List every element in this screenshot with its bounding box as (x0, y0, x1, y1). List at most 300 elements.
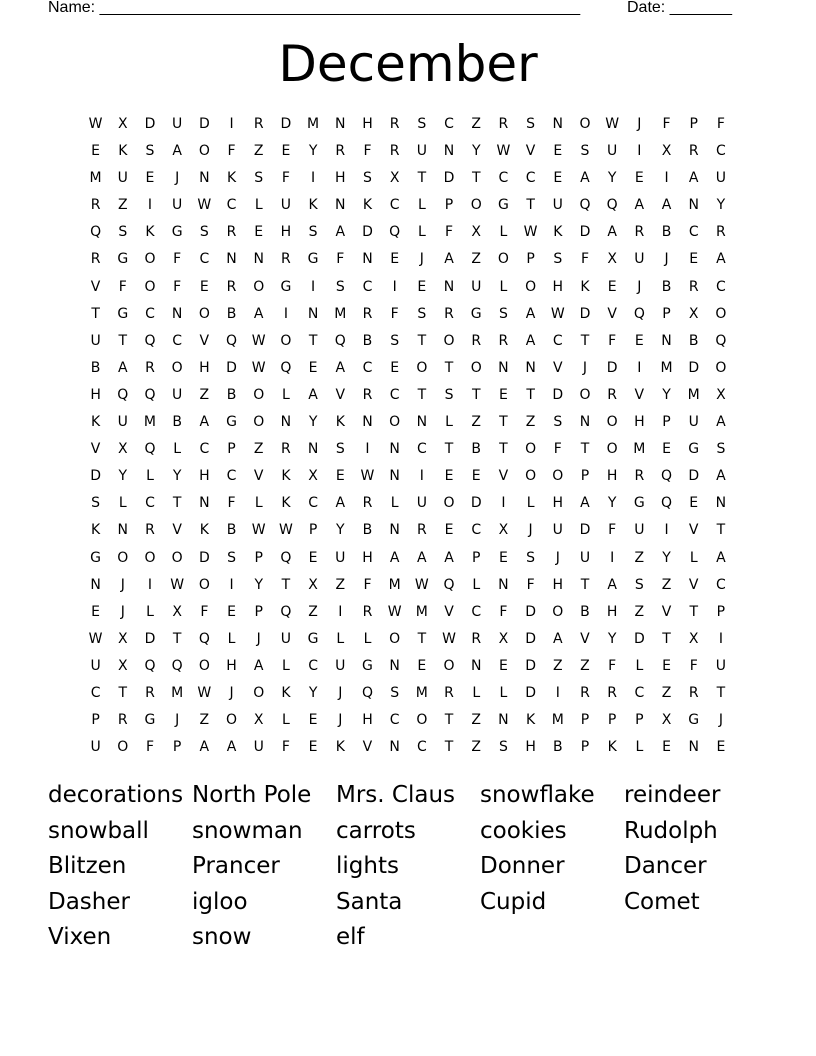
word-bank-item: North Pole (192, 782, 312, 808)
grid-letter: D (579, 305, 591, 322)
grid-letter: U (471, 278, 482, 295)
grid-letter: U (90, 657, 101, 674)
grid-letter: F (281, 170, 290, 187)
grid-letter: Z (253, 441, 264, 458)
grid-letter: U (579, 549, 591, 566)
grid-letter: T (308, 332, 318, 349)
grid-letter: W (550, 305, 565, 322)
grid-letter: U (335, 657, 346, 674)
grid-letter: R (688, 143, 699, 160)
grid-letter: E (254, 224, 264, 241)
grid-letter: N (171, 305, 183, 322)
name-field-label: Name: ______________________________________________________ (48, 0, 581, 16)
grid-letter: Q (280, 603, 292, 620)
grid-letter: L (363, 630, 372, 647)
grid-letter: I (283, 305, 288, 322)
grid-letter: E (281, 143, 291, 160)
grid-letter: O (171, 549, 183, 566)
grid-letter: W (251, 332, 266, 349)
grid-letter: D (144, 630, 156, 647)
grid-letter: Q (443, 576, 455, 593)
grid-letter: O (497, 251, 509, 268)
grid-letter: N (307, 441, 319, 458)
grid-letter: D (633, 630, 645, 647)
grid-letter: E (498, 386, 508, 403)
grid-letter: U (552, 522, 563, 539)
grid-letter: F (689, 657, 698, 674)
grid-letter: W (251, 359, 266, 376)
grid-letter: C (471, 522, 482, 539)
grid-letter: C (308, 495, 318, 512)
grid-letter: O (198, 576, 210, 593)
grid-letter: B (226, 522, 237, 539)
grid-letter: T (444, 739, 454, 756)
grid-letter: J (175, 712, 180, 729)
grid-letter: F (608, 332, 617, 349)
grid-letter: A (335, 359, 346, 376)
grid-letter: K (91, 414, 101, 431)
grid-letter: N (226, 251, 237, 268)
grid-letter: T (281, 576, 291, 593)
grid-letter: N (389, 468, 400, 485)
word-bank-item: Santa (336, 888, 403, 915)
grid-letter: O (117, 739, 129, 756)
grid-letter: L (635, 657, 644, 674)
grid-letter: A (199, 414, 210, 431)
grid-letter: R (634, 224, 645, 241)
grid-row (82, 653, 735, 680)
grid-letter: X (716, 386, 726, 403)
grid-letter: D (579, 224, 591, 241)
grid-letter: B (471, 441, 482, 458)
grid-letter: L (499, 684, 508, 701)
grid-letter: W (251, 522, 266, 539)
grid-letter: M (551, 712, 564, 729)
grid-letter: D (688, 468, 700, 485)
grid-letter: D (688, 359, 700, 376)
grid-letter: X (389, 170, 400, 187)
grid-letter: T (417, 630, 427, 647)
grid-letter: X (117, 441, 128, 458)
grid-letter: R (580, 684, 590, 701)
grid-letter: N (199, 170, 210, 187)
grid-letter: C (226, 197, 237, 214)
grid-letter: I (610, 549, 615, 566)
grid-letter: Z (471, 414, 482, 431)
grid-letter: T (118, 332, 128, 349)
grid-letter: J (664, 251, 669, 268)
grid-letter: E (634, 170, 644, 187)
grid-letter: N (389, 739, 400, 756)
grid-letter: R (607, 386, 618, 403)
grid-letter: Y (308, 143, 318, 160)
grid-letter: W (496, 143, 511, 160)
grid-letter: R (389, 116, 400, 132)
grid-letter: E (553, 143, 563, 160)
grid-letter: O (715, 305, 727, 322)
grid-row (82, 219, 735, 246)
grid-letter: I (637, 359, 642, 376)
grid-letter: P (227, 441, 236, 458)
grid-letter: C (389, 712, 400, 729)
grid-letter: D (198, 116, 210, 132)
grid-letter: H (606, 468, 618, 485)
grid-letter: Z (308, 603, 318, 620)
grid-letter: G (307, 251, 319, 268)
grid-letter: V (498, 468, 509, 485)
grid-letter: R (226, 278, 237, 295)
grid-letter: U (117, 414, 128, 431)
grid-letter: H (280, 224, 292, 241)
grid-letter: V (552, 359, 563, 376)
grid-letter: F (445, 224, 454, 241)
grid-letter: L (390, 495, 399, 512)
grid-letter: E (689, 251, 699, 268)
grid-letter: G (688, 441, 700, 458)
grid-letter: C (471, 603, 482, 620)
date-field-label: Date: _______ (627, 0, 732, 16)
grid-letter: V (90, 441, 101, 458)
grid-letter: K (526, 712, 536, 729)
grid-letter: T (417, 332, 427, 349)
grid-letter: U (607, 143, 618, 160)
grid-letter: P (308, 522, 318, 539)
grid-row (82, 274, 735, 301)
grid-letter: R (117, 712, 128, 729)
word-bank-item: Prancer (192, 853, 280, 880)
grid-letter: N (715, 495, 727, 512)
grid-letter: A (716, 414, 726, 431)
grid-letter: U (335, 549, 346, 566)
grid-letter: T (471, 386, 481, 403)
grid-letter: P (254, 549, 263, 566)
grid-letter: E (662, 441, 671, 458)
grid-letter: P (662, 414, 671, 431)
grid-letter: A (607, 576, 617, 593)
grid-letter: S (118, 224, 128, 241)
grid-letter: L (472, 684, 481, 701)
grid-letter: N (470, 657, 482, 674)
grid-letter: M (171, 684, 184, 701)
grid-letter: A (525, 305, 536, 322)
grid-letter: F (227, 143, 236, 160)
word-bank-item: snowman (192, 817, 303, 844)
grid-letter: L (282, 712, 290, 729)
grid-letter: K (335, 739, 345, 756)
grid-letter: Y (336, 522, 345, 539)
grid-letter: A (335, 224, 346, 241)
grid-letter: W (387, 603, 402, 620)
grid-letter: F (390, 305, 399, 322)
grid-letter: I (555, 684, 560, 701)
grid-letter: S (199, 224, 209, 241)
grid-letter: D (606, 359, 618, 376)
grid-letter: F (173, 251, 182, 268)
grid-row (82, 680, 735, 707)
grid-letter: L (254, 495, 263, 512)
grid-letter: S (308, 224, 318, 241)
grid-letter: D (525, 684, 536, 701)
grid-letter: E (91, 143, 101, 160)
word-bank-item: Dancer (624, 853, 707, 880)
grid-letter: A (525, 332, 536, 349)
grid-letter: L (173, 441, 182, 458)
grid-letter: Z (552, 657, 563, 674)
grid-letter: K (145, 224, 155, 241)
grid-letter: T (499, 441, 508, 458)
grid-letter: F (281, 739, 290, 756)
grid-letter: Z (335, 576, 346, 593)
grid-letter: M (143, 414, 157, 431)
grid-letter: P (471, 549, 481, 566)
word-bank (48, 778, 768, 956)
grid-letter: J (718, 712, 723, 729)
grid-letter: N (280, 414, 292, 431)
grid-letter: X (688, 305, 699, 322)
grid-letter: O (253, 278, 265, 295)
grid-letter: Q (144, 657, 156, 674)
grid-letter: O (226, 712, 238, 729)
grid-letter: M (660, 359, 673, 376)
grid-letter: C (172, 332, 183, 349)
grid-letter: O (144, 278, 156, 295)
grid-letter: O (253, 414, 265, 431)
grid-letter: V (444, 603, 454, 620)
grid-letter: N (498, 576, 509, 593)
grid-letter: B (226, 386, 237, 403)
word-bank-item: decorations (48, 782, 184, 808)
grid-letter: V (634, 386, 645, 403)
grid-letter: U (552, 197, 563, 214)
grid-letter: A (607, 224, 617, 241)
grid-letter: L (282, 657, 290, 674)
grid-letter: R (471, 332, 482, 349)
grid-letter: K (607, 739, 617, 756)
grid-letter: L (417, 224, 426, 241)
grid-letter: Q (361, 684, 373, 701)
grid-letter: T (91, 305, 100, 322)
grid-letter: R (716, 224, 726, 241)
grid-letter: J (229, 684, 234, 701)
grid-letter: F (608, 657, 617, 674)
grid-letter: H (226, 657, 237, 674)
grid-row (82, 734, 735, 761)
grid-letter: S (145, 143, 155, 160)
grid-letter: R (688, 684, 699, 701)
grid-letter: D (90, 468, 101, 485)
grid-letter: C (716, 576, 726, 593)
grid-letter: H (335, 170, 346, 187)
grid-letter: N (362, 414, 373, 431)
grid-letter: R (607, 684, 618, 701)
grid-letter: W (414, 576, 429, 593)
grid-letter: I (338, 603, 343, 620)
grid-letter: K (335, 414, 345, 431)
word-bank-item: snowflake (480, 782, 595, 808)
grid-letter: S (553, 414, 563, 431)
word-bank-item: Vixen (48, 924, 112, 951)
grid-letter: B (362, 522, 373, 539)
grid-letter: U (688, 414, 699, 431)
grid-row (82, 138, 735, 165)
grid-letter: N (362, 251, 373, 268)
grid-letter: P (580, 712, 590, 729)
grid-letter: W (170, 576, 185, 593)
grid-letter: M (388, 576, 401, 593)
grid-row (82, 111, 735, 138)
grid-letter: Q (633, 305, 645, 322)
grid-letter: G (90, 549, 102, 566)
grid-letter: S (227, 549, 236, 566)
grid-letter: Q (280, 549, 292, 566)
grid-letter: J (256, 630, 261, 647)
grid-letter: K (553, 224, 563, 241)
grid-letter: C (688, 224, 699, 241)
grid-letter: R (145, 684, 155, 701)
grid-letter: O (198, 657, 210, 674)
grid-letter: V (335, 386, 346, 403)
grid-letter: Q (198, 630, 210, 647)
grid-letter: O (389, 414, 401, 431)
grid-letter: G (117, 305, 129, 322)
grid-letter: X (117, 657, 128, 674)
grid-letter: C (145, 495, 155, 512)
grid-letter: D (552, 386, 564, 403)
grid-letter: A (444, 251, 454, 268)
grid-row (82, 382, 735, 409)
grid-letter: X (117, 116, 128, 132)
grid-letter: N (661, 332, 672, 349)
grid-letter: Y (118, 468, 128, 485)
grid-letter: A (444, 549, 454, 566)
grid-letter: E (417, 657, 427, 674)
grid-row (82, 626, 735, 653)
grid-letter: L (526, 495, 535, 512)
grid-letter: C (634, 684, 645, 701)
grid-letter: R (335, 143, 346, 160)
grid-letter: K (199, 522, 209, 539)
grid-letter: A (308, 386, 318, 403)
grid-letter: Q (144, 332, 156, 349)
grid-letter: D (144, 116, 156, 132)
grid-letter: T (580, 441, 590, 458)
grid-letter: K (362, 197, 373, 214)
grid-letter: O (389, 630, 401, 647)
grid-row (82, 572, 735, 599)
grid-letter: Q (144, 441, 156, 458)
grid-letter: C (552, 332, 563, 349)
grid-letter: E (634, 332, 644, 349)
word-bank-item: snow (192, 924, 252, 951)
grid-letter: Q (389, 224, 401, 241)
grid-letter: C (444, 116, 454, 132)
grid-letter: I (365, 441, 370, 458)
grid-letter: Q (280, 359, 292, 376)
grid-letter: O (117, 549, 129, 566)
grid-letter: N (335, 116, 346, 132)
grid-letter: J (120, 576, 125, 593)
grid-letter: U (172, 116, 183, 132)
grid-letter: P (635, 712, 644, 729)
grid-letter: O (606, 414, 618, 431)
grid-letter: Z (117, 197, 128, 214)
grid-letter: T (580, 576, 590, 593)
grid-letter: O (443, 495, 455, 512)
grid-letter: E (390, 359, 400, 376)
grid-letter: A (172, 143, 182, 160)
grid-letter: E (308, 712, 318, 729)
grid-letter: S (335, 278, 345, 295)
grid-letter: T (118, 684, 128, 701)
grid-letter: B (226, 305, 237, 322)
grid-letter: K (91, 522, 101, 539)
grid-letter: X (498, 522, 509, 539)
grid-letter: O (606, 441, 618, 458)
grid-letter: U (280, 630, 292, 647)
grid-letter: C (145, 305, 155, 322)
grid-letter: O (470, 197, 482, 214)
grid-letter: U (253, 739, 264, 756)
grid-letter: W (88, 630, 103, 647)
grid-letter: Q (661, 495, 673, 512)
grid-letter: T (526, 197, 535, 214)
grid-letter: V (661, 603, 672, 620)
grid-letter: Z (634, 549, 645, 566)
grid-letter: F (363, 576, 372, 593)
grid-letter: M (307, 116, 320, 132)
grid-letter: X (117, 630, 128, 647)
grid-letter: E (444, 522, 454, 539)
grid-letter: I (664, 170, 669, 187)
grid-letter: J (555, 549, 560, 566)
grid-letter: K (580, 278, 590, 295)
grid-letter: Y (471, 143, 481, 160)
grid-letter: V (607, 305, 617, 322)
grid-letter: A (552, 630, 563, 647)
grid-letter: O (416, 712, 428, 729)
grid-letter: M (633, 441, 646, 458)
grid-letter: L (417, 197, 426, 214)
grid-letter: A (634, 197, 645, 214)
grid-letter: H (362, 712, 373, 729)
grid-letter: Z (253, 143, 264, 160)
grid-letter: O (253, 386, 265, 403)
grid-letter: D (525, 657, 536, 674)
grid-letter: O (579, 116, 591, 132)
grid-letter: A (716, 251, 726, 268)
grid-letter: X (308, 468, 318, 485)
grid-letter: O (525, 468, 537, 485)
grid-letter: O (144, 549, 156, 566)
grid-letter: F (336, 251, 345, 268)
grid-letter: G (226, 414, 237, 431)
grid-letter: W (360, 468, 375, 485)
grid-letter: Y (308, 684, 318, 701)
grid-letter: K (226, 170, 237, 187)
grid-letter: A (253, 657, 264, 674)
grid-letter: P (580, 739, 590, 756)
grid-letter: C (416, 739, 427, 756)
grid-letter: T (499, 414, 508, 431)
grid-letter: R (90, 251, 101, 268)
grid-letter: N (443, 278, 455, 295)
grid-letter: F (118, 278, 127, 295)
grid-letter: S (716, 441, 726, 458)
grid-letter: X (607, 251, 617, 268)
grid-letter: U (715, 657, 727, 674)
grid-letter: U (90, 332, 101, 349)
grid-letter: A (580, 170, 590, 187)
